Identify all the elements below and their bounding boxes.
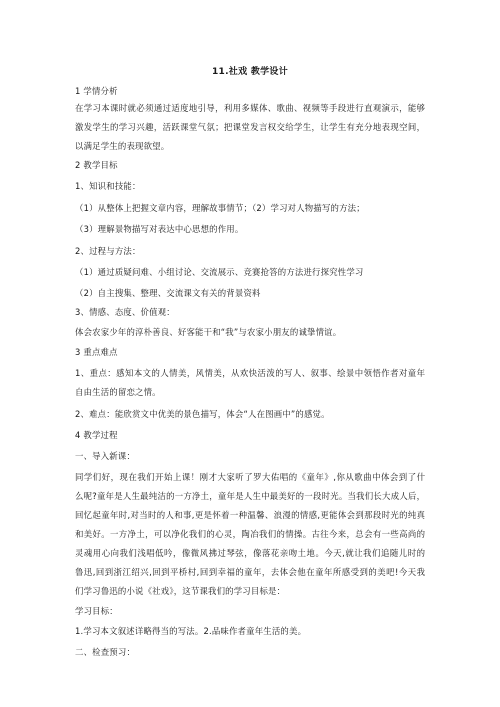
section-heading-key-points: 3 重点难点 [75, 347, 118, 357]
list-item: （3）理解景物描写对表达中心思想的作用。 [75, 224, 244, 234]
paragraph-line: 2、难点：能欣赏文中优美的景色描写，体会“人在图画中”的感觉。 [75, 409, 330, 419]
section-heading-goals: 2 教学目标 [75, 160, 118, 170]
subheading: 2、过程与方法： [75, 246, 141, 256]
paragraph-line: 回忆起童年时,对当时的人和事,更是怀着一种温馨、浪漫的情感,更能体会到那段时光的纯真 [75, 510, 425, 520]
subheading: 3、情感、态度、价值观： [75, 307, 175, 317]
subheading: 二、检查预习： [75, 647, 136, 657]
document-title: 11.社戏 教学设计 [211, 67, 289, 77]
list-item: （2）自主搜集、整理、交流课文有关的背景资料 [75, 288, 261, 298]
paragraph-line: 1、重点：感知本文的人情美，风情美，从欢快活泼的写人、叙事、绘景中领悟作者对童年 [75, 368, 425, 378]
paragraph-line: 和美好。一方净土，可以净化我们的心灵，陶冶我们的情操。古往今来，总会有一些高尚的 [75, 529, 425, 539]
paragraph-line: 在学习本课时就必须通过适度地引导，利用多媒体、歌曲、视频等手段进行直观演示，能够 [75, 103, 425, 113]
subheading: 一、导入新课： [75, 451, 136, 461]
subheading: 1、知识和技能： [75, 181, 141, 191]
section-heading-process: 4 教学过程 [75, 430, 118, 440]
paragraph-line: 自由生活的留恋之情。 [75, 387, 161, 397]
paragraph-line: 激发学生的学习兴趣，活跃课堂气氛；把课堂发言权交给学生，让学生有充分地表现空间， [75, 122, 425, 132]
paragraph-line: 体会农家少年的淳朴善良、好客能干和“我”与农家小朋友的诚挚情谊。 [75, 327, 342, 337]
paragraph-line: 么呢?童年是人生最纯洁的一方净土，童年是人生中最美好的一段时光。当我们长大成人后， [75, 491, 425, 501]
subheading: 学习目标： [75, 606, 118, 616]
list-item: （1）从整体上把握文章内容，理解故事情节；（2）学习对人物描写的方法； [75, 203, 365, 213]
paragraph-line: 以满足学生的表现欲望。 [75, 141, 170, 151]
list-item: （1）通过质疑问难、小组讨论、交流展示、竞赛抢答的方法进行探究性学习 [75, 267, 364, 277]
paragraph-line: 们学习鲁迅的小说《社戏》，这节课我们的学习目标是： [75, 586, 286, 596]
paragraph-line: 灵魂用心向我们浅唱低吟，像微风拂过琴弦，像落花亲吻土地。今天,就让我们追随儿时的 [75, 548, 425, 558]
list-item: 1.学习本文叙述详略得当的写法。2.品味作者童年生活的美。 [75, 626, 307, 636]
section-heading-analysis: 1 学情分析 [75, 86, 118, 96]
paragraph-line: 鲁迅,回到浙江绍兴,回到平桥村,回到幸福的童年，去体会他在童年所感受到的美吧!今天我 [75, 567, 425, 577]
paragraph-line: 同学们好，现在我们开始上课！刚才大家听了罗大佑唱的《童年》,你从歌曲中体会到了什 [75, 472, 425, 482]
